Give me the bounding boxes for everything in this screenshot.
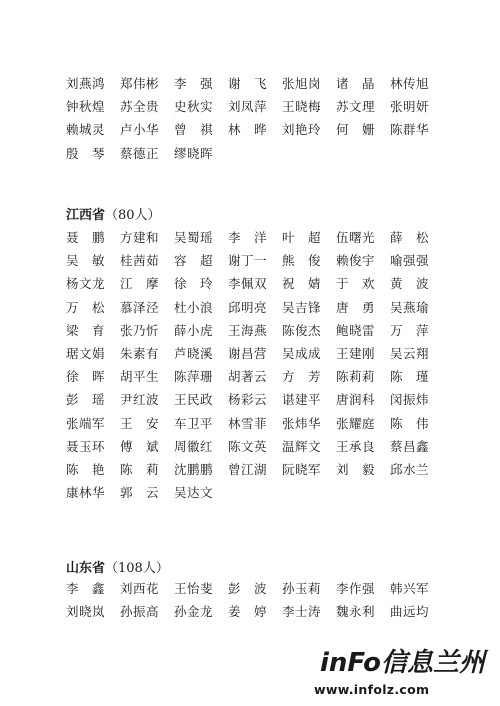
name-entry: 李 洋 <box>228 230 268 245</box>
name-entry: 沈鹏鹏 <box>174 461 214 477</box>
name-entry: 徐 玲 <box>174 276 214 292</box>
name-entry: 魏永利 <box>336 604 376 620</box>
name-entry: 徐 晖 <box>66 369 106 385</box>
name-entry: 孙金龙 <box>174 604 214 620</box>
name-entry: 杨文龙 <box>66 276 106 292</box>
name-entry: 蔡德正 <box>120 145 160 161</box>
name-entry: 邱明亮 <box>228 299 268 315</box>
name-entry: 邱水兰 <box>390 461 430 477</box>
name-entry: 史秋实 <box>174 99 214 115</box>
name-entry: 陈 艳 <box>66 461 106 477</box>
name-entry: 王承良 <box>336 438 376 454</box>
name-entry: 黄 波 <box>390 276 430 292</box>
name-entry: 赖俊宇 <box>336 253 376 269</box>
name-entry: 万 萍 <box>390 322 430 338</box>
name-entry: 林雪菲 <box>228 415 268 431</box>
name-entry: 郭 云 <box>120 485 160 501</box>
name-entry: 张明妍 <box>390 99 430 115</box>
name-entry: 缪晓晖 <box>174 145 214 161</box>
name-entry: 容 超 <box>174 253 214 269</box>
name-entry: 陈 瑾 <box>390 369 430 385</box>
name-entry: 孙玉莉 <box>282 581 322 596</box>
name-entry: 王海燕 <box>228 322 268 338</box>
name-entry: 杜小浪 <box>174 299 214 315</box>
name-entry: 闵振炜 <box>390 392 430 408</box>
name-entry: 车卫平 <box>174 415 214 431</box>
name-entry: 吴蜀瑶 <box>174 230 214 245</box>
name-entry: 陈 伟 <box>390 415 430 431</box>
name-entry: 熊 俊 <box>282 253 322 269</box>
name-entry: 张耀庭 <box>336 415 376 431</box>
name-entry: 谢昌营 <box>228 345 268 361</box>
name-entry: 桂茜茹 <box>120 253 160 269</box>
name-entry: 李士涛 <box>282 604 322 620</box>
name-entry: 姜 婷 <box>228 604 268 620</box>
name-entry: 祝 婧 <box>282 276 322 292</box>
name-entry: 郑伟彬 <box>120 76 160 91</box>
province-name: 山东省 <box>66 561 106 576</box>
name-entry: 江 摩 <box>120 276 160 292</box>
name-entry: 朱素有 <box>120 345 160 361</box>
name-entry: 薛小虎 <box>174 322 214 338</box>
name-entry: 喻强强 <box>390 253 430 269</box>
name-entry: 王晓梅 <box>282 99 322 115</box>
name-entry: 张端军 <box>66 415 106 431</box>
name-entry: 吴达文 <box>174 485 214 501</box>
name-entry: 王 安 <box>120 415 160 431</box>
watermark-logo: inFo信息兰州 <box>320 648 486 678</box>
name-entry: 彭 波 <box>228 581 268 596</box>
name-entry: 苏全贵 <box>120 99 160 115</box>
name-entry: 胡著云 <box>228 369 268 385</box>
name-entry: 陈文英 <box>228 438 268 454</box>
name-entry: 杨彩云 <box>228 392 268 408</box>
name-entry: 蔡昌鑫 <box>390 438 430 454</box>
name-entry: 诸 晶 <box>336 76 376 91</box>
name-entry: 吴燕瑜 <box>390 299 430 315</box>
name-entry: 卢小华 <box>120 122 160 138</box>
name-entry: 傅 斌 <box>120 438 160 454</box>
name-entry: 温辉文 <box>282 438 322 454</box>
name-entry: 吴 敏 <box>66 253 106 269</box>
name-entry: 孙振高 <box>120 604 160 620</box>
name-entry: 钟秋煌 <box>66 99 106 115</box>
name-entry: 薛 松 <box>390 230 430 245</box>
name-entry: 胡平生 <box>120 369 160 385</box>
name-entry: 于 欢 <box>336 276 376 292</box>
name-entry: 刘 毅 <box>336 461 376 477</box>
name-entry: 刘燕鸿 <box>66 76 106 91</box>
name-entry: 王民政 <box>174 392 214 408</box>
name-entry: 方建和 <box>120 230 160 245</box>
name-entry: 林传旭 <box>390 76 430 91</box>
section-heading-jiangxi <box>66 204 161 223</box>
name-entry: 方 芳 <box>282 369 322 385</box>
name-entry: 刘凤萍 <box>228 99 268 115</box>
name-entry: 康林华 <box>66 485 106 501</box>
name-entry: 陈俊杰 <box>282 322 322 338</box>
names-grid-jiangxi <box>66 226 446 504</box>
name-entry: 聂玉环 <box>66 438 106 454</box>
name-entry: 张乃忻 <box>120 322 160 338</box>
name-entry: 王建刚 <box>336 345 376 361</box>
name-entry: 刘西花 <box>120 581 160 596</box>
name-entry: 陈群华 <box>390 122 430 138</box>
name-entry: 谢 飞 <box>228 76 268 91</box>
name-entry: 伍曙光 <box>336 230 376 245</box>
name-entry: 周徽红 <box>174 438 214 454</box>
name-entry: 聂 鹏 <box>66 230 106 245</box>
name-entry: 李 鑫 <box>66 581 106 596</box>
name-entry: 曲远均 <box>390 604 430 620</box>
section-heading-shandong <box>66 557 169 576</box>
name-entry: 唐润科 <box>336 392 376 408</box>
name-entry: 鲍晓雷 <box>336 322 376 338</box>
name-entry: 陈 莉 <box>120 461 160 477</box>
name-entry: 彭 瑶 <box>66 392 106 408</box>
province-count: （108人） <box>105 561 169 576</box>
name-entry: 李 强 <box>174 76 214 91</box>
name-entry: 曾 祺 <box>174 122 214 138</box>
name-entry: 梁 育 <box>66 322 106 338</box>
name-entry: 芦晓溪 <box>174 345 214 361</box>
name-entry: 刘晓岚 <box>66 604 106 620</box>
name-entry: 谢丁一 <box>228 253 268 269</box>
name-entry: 林 晔 <box>228 122 268 138</box>
province-count: （80人） <box>105 208 161 223</box>
name-entry: 张炜华 <box>282 415 322 431</box>
name-entry: 何 姗 <box>336 122 376 138</box>
name-entry: 刘艳玲 <box>282 122 322 138</box>
name-entry: 王怡斐 <box>174 581 214 596</box>
name-entry: 李佩双 <box>228 276 268 292</box>
name-entry: 曾江湖 <box>228 461 268 477</box>
province-name: 江西省 <box>66 208 106 223</box>
site-watermark <box>314 646 486 706</box>
name-entry: 殷 琴 <box>66 145 106 161</box>
name-entry: 阮晓军 <box>282 461 322 477</box>
name-entry: 谌建平 <box>282 392 322 408</box>
name-entry: 慕泽泾 <box>120 299 160 315</box>
name-entry: 唐 勇 <box>336 299 376 315</box>
name-entry: 琚文娟 <box>66 345 106 361</box>
name-entry: 万 松 <box>66 299 106 315</box>
name-entry: 尹红波 <box>120 392 160 408</box>
name-entry: 赖城灵 <box>66 122 106 138</box>
name-entry: 韩兴军 <box>390 581 430 596</box>
name-entry: 苏文理 <box>336 99 376 115</box>
name-entry: 陈萍珊 <box>174 369 214 385</box>
names-grid-shandong <box>66 577 446 623</box>
names-grid-continued <box>66 72 446 165</box>
name-entry: 陈莉莉 <box>336 369 376 385</box>
name-entry: 叶 超 <box>282 230 322 245</box>
name-entry: 吴成成 <box>282 345 322 361</box>
name-entry: 张旭岗 <box>282 76 322 91</box>
name-entry: 李作强 <box>336 581 376 596</box>
name-entry: 吴吉锋 <box>282 299 322 315</box>
watermark-url: www.infolz.com <box>314 682 430 697</box>
name-entry: 吴云翔 <box>390 345 430 361</box>
